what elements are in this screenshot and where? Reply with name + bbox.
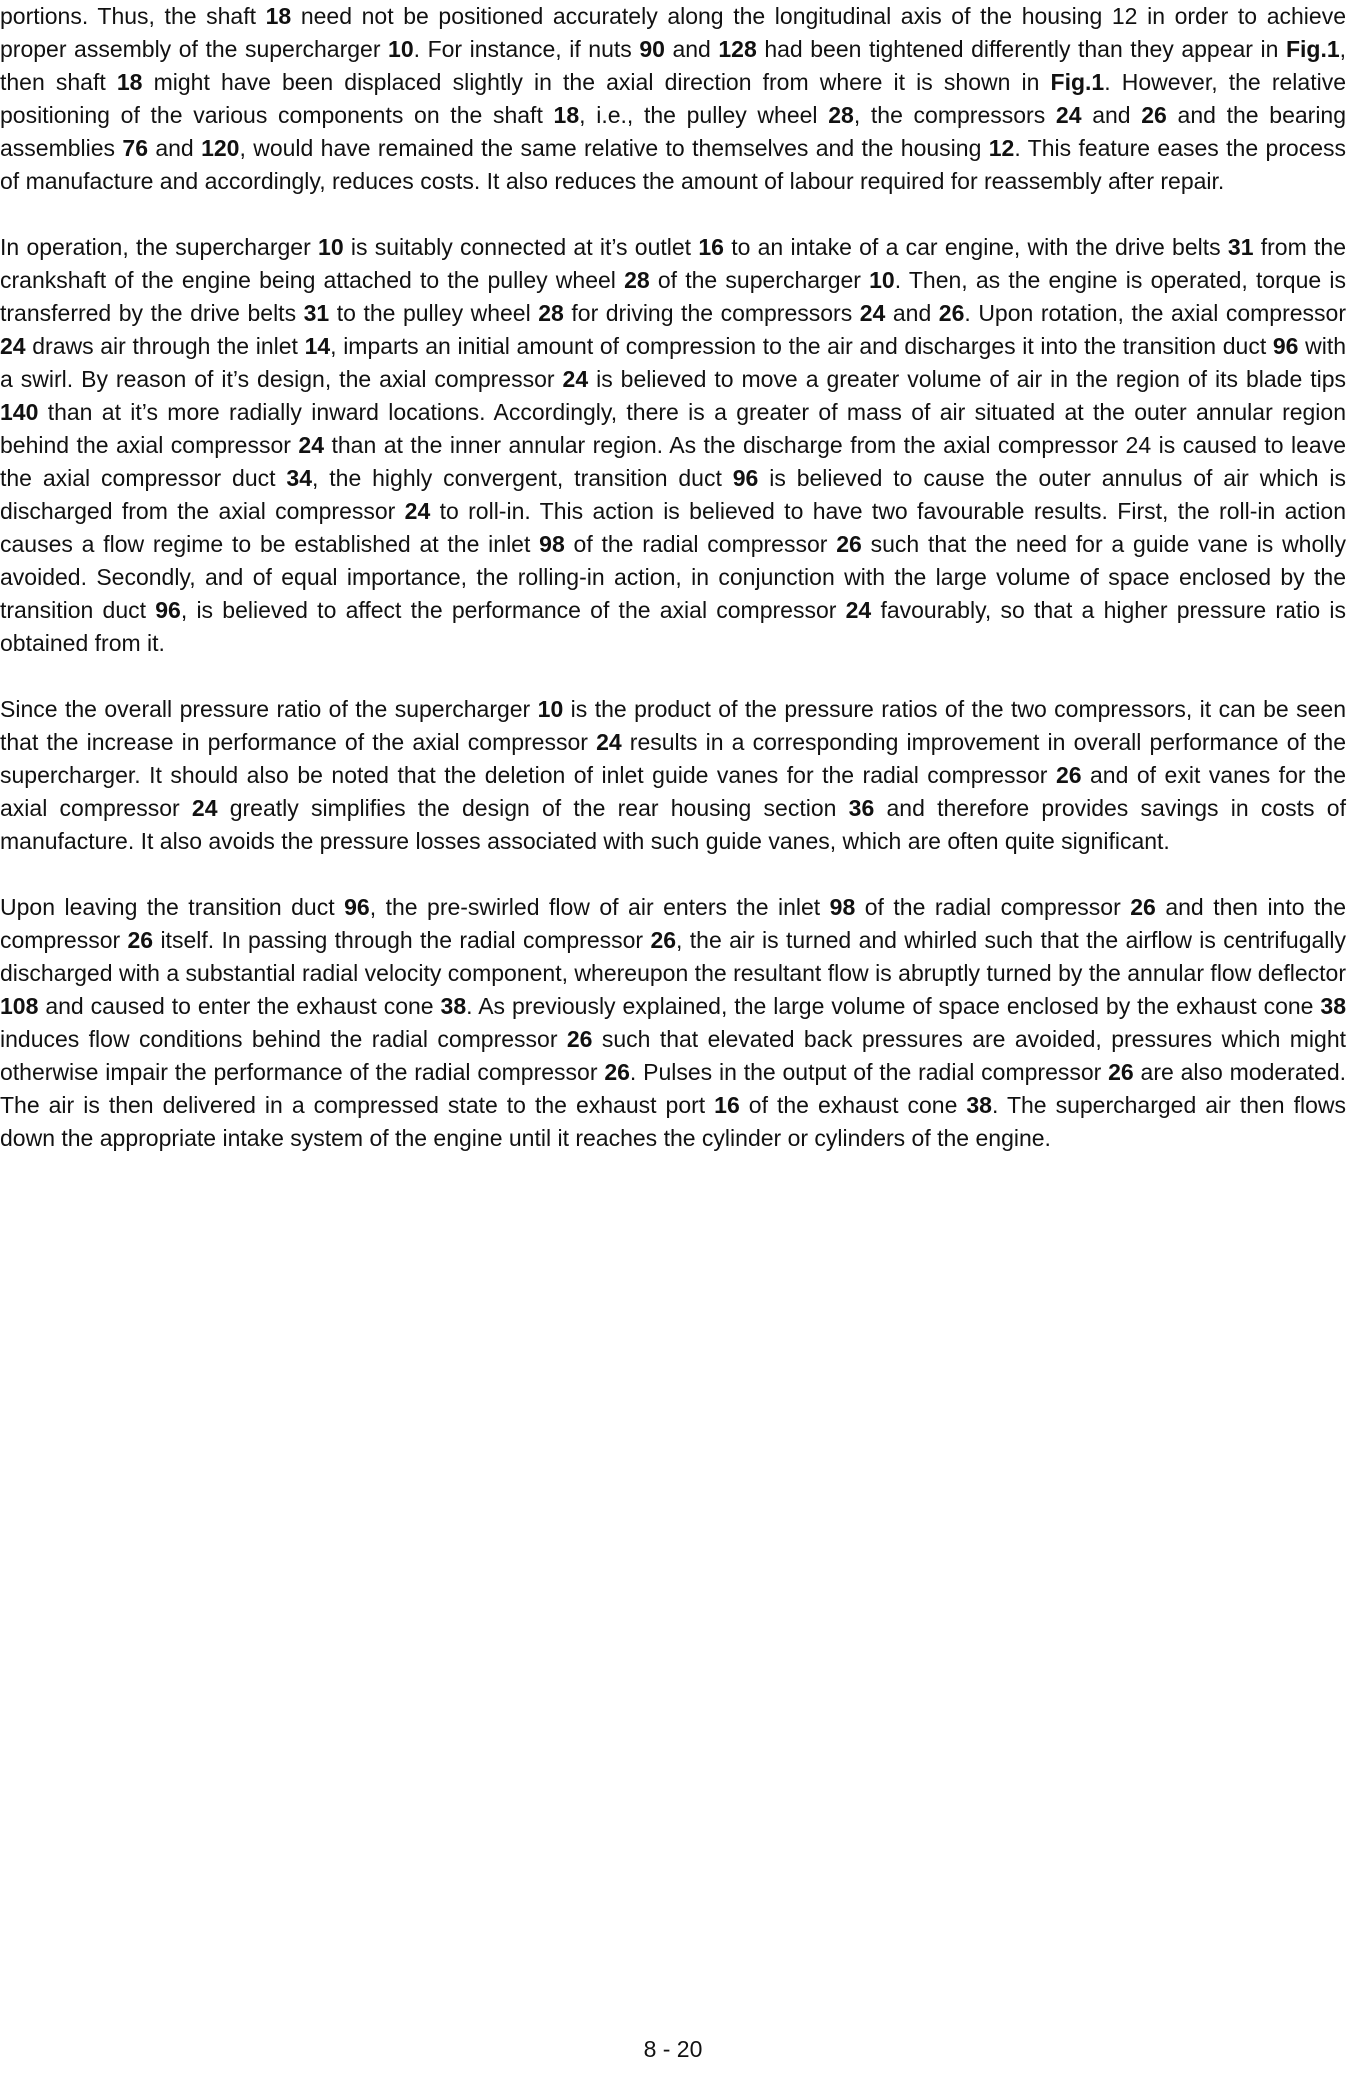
reference-numeral: 96 [344, 894, 370, 920]
reference-numeral: Fig.1 [1285, 36, 1340, 62]
text-run: is believed to move a greater volume of air in the region of its blade tips [588, 366, 1346, 392]
text-run: and [885, 300, 939, 326]
text-run: is suitably connected at it’s outlet [343, 234, 699, 260]
text-run: , would have remained the same relative to themselves and the housing [239, 135, 989, 161]
text-run: than at the inner annular region. As the discharge from the axial compressor 24 is caused to leave the axial compressor duct [0, 432, 1346, 491]
reference-numeral: 98 [539, 531, 565, 557]
text-run: itself. In passing through the radial compressor [153, 927, 651, 953]
text-run: , is believed to affect the performance of the axial compressor [180, 597, 846, 623]
reference-numeral: 24 [859, 300, 886, 326]
text-run: and therefore provides savings in costs of manufacture. It also avoids the pressure losses associated with such guide vanes, which are often quite significant. [0, 795, 1346, 854]
text-run: of the radial compressor [855, 894, 1131, 920]
reference-numeral: 28 [538, 300, 564, 326]
reference-numeral: 24 [404, 498, 431, 524]
reference-numeral: 96 [732, 465, 759, 491]
text-run: . Pulses in the output of the radial compressor [629, 1059, 1109, 1085]
text-run: , i.e., the pulley wheel [579, 102, 829, 128]
reference-numeral: 16 [698, 234, 724, 260]
text-run: such that the need for a guide vane is wholly avoided. Secondly, and of equal importance, the rolling-in action, in conjunction with the large volume of space enclosed by the transition duct [0, 531, 1346, 623]
reference-numeral: 36 [848, 795, 875, 821]
reference-numeral: 14 [304, 333, 331, 359]
reference-numeral: 38 [966, 1092, 992, 1118]
text-run: . For instance, if nuts [413, 36, 640, 62]
reference-numeral: 16 [714, 1092, 740, 1118]
reference-numeral: 12 [988, 135, 1015, 161]
text-run: , the compressors [853, 102, 1056, 128]
reference-numeral: 24 [845, 597, 872, 623]
text-run: , the highly convergent, transition duct [312, 465, 733, 491]
reference-numeral: 24 [1055, 102, 1082, 128]
reference-numeral: 96 [155, 597, 181, 623]
text-run: and of exit vanes for the axial compressor [0, 762, 1346, 821]
paragraph [0, 693, 1346, 858]
text-run: . This feature eases the process of manufacture and accordingly, reduces costs. It also reduces the amount of labour required for reassembly after repair. [0, 135, 1347, 194]
reference-numeral: 26 [836, 531, 862, 557]
reference-numeral: 10 [388, 36, 414, 62]
reference-numeral: 28 [828, 102, 854, 128]
text-run: to the pulley wheel [329, 300, 539, 326]
reference-numeral: 10 [869, 267, 895, 293]
text-run: and caused to enter the exhaust cone [38, 993, 441, 1019]
reference-numeral: 18 [553, 102, 580, 128]
text-run: from the crankshaft of the engine being attached to the pulley wheel [0, 234, 1346, 293]
paragraph [0, 0, 1346, 198]
text-run: had been tightened differently than they appear in [756, 36, 1286, 62]
text-run: . As previously explained, the large volume of space enclosed by the exhaust cone [466, 993, 1321, 1019]
reference-numeral: 31 [1227, 234, 1254, 260]
text-run: . Upon rotation, the axial compressor [964, 300, 1346, 326]
reference-numeral: 140 [0, 399, 39, 425]
text-run: need not be positioned accurately along the longitudinal axis of the housing 12 in order to achieve proper assembly of the supercharger [0, 3, 1346, 62]
reference-numeral: 76 [122, 135, 148, 161]
reference-numeral: 24 [596, 729, 622, 755]
text-run: for driving the compressors [563, 300, 860, 326]
reference-numeral: 108 [0, 993, 39, 1019]
text-run: such that elevated back pressures are avoided, pressures which might otherwise impair the performance of the radial compressor [0, 1026, 1346, 1085]
reference-numeral: 90 [639, 36, 665, 62]
text-run: of the radial compressor [564, 531, 837, 557]
reference-numeral: 26 [1141, 102, 1167, 128]
text-run: induces flow conditions behind the radial compressor [0, 1026, 567, 1052]
text-run: portions. Thus, the shaft [0, 3, 266, 29]
text-run: . The supercharged air then flows down the appropriate intake system of the engine until it reaches the cylinder or cylinders of the engine. [0, 1092, 1346, 1151]
text-run: , then shaft [0, 36, 1347, 95]
text-run: to an intake of a car engine, with the drive belts [723, 234, 1228, 260]
text-run: with a swirl. By reason of it’s design, the axial compressor [0, 333, 1346, 392]
text-run: , the air is turned and whirled such that the airflow is centrifugally discharged with a substantial radial velocity component, whereupon the resultant flow is abruptly turned by the annular flow deflector [0, 927, 1346, 986]
reference-numeral: 31 [303, 300, 330, 326]
reference-numeral: 26 [1055, 762, 1082, 788]
text-run: . Then, as the engine is operated, torque is transferred by the drive belts [0, 267, 1346, 326]
reference-numeral: 26 [127, 927, 154, 953]
reference-numeral: 26 [1108, 1059, 1134, 1085]
reference-numeral: Fig.1 [1050, 69, 1105, 95]
text-run: are also moderated. The air is then delivered in a compressed state to the exhaust port [0, 1059, 1346, 1118]
reference-numeral: 98 [829, 894, 856, 920]
text-run: and then into the compressor [0, 894, 1346, 953]
reference-numeral: 10 [318, 234, 344, 260]
text-run: . However, the relative positioning of the various components on the shaft [0, 69, 1346, 128]
reference-numeral: 96 [1272, 333, 1299, 359]
reference-numeral: 18 [265, 3, 292, 29]
reference-numeral: 28 [624, 267, 650, 293]
reference-numeral: 120 [201, 135, 240, 161]
text-run: In operation, the supercharger [0, 234, 319, 260]
text-run: results in a corresponding improvement in overall performance of the supercharger. It should also be noted that the deletion of inlet guide vanes for the radial compressor [0, 729, 1346, 788]
reference-numeral: 26 [604, 1059, 630, 1085]
reference-numeral: 24 [562, 366, 589, 392]
reference-numeral: 24 [0, 333, 26, 359]
text-run: and [148, 135, 202, 161]
text-run: draws air through the inlet [25, 333, 305, 359]
reference-numeral: 38 [440, 993, 467, 1019]
paragraph [0, 891, 1346, 1155]
reference-numeral: 128 [718, 36, 757, 62]
text-run: greatly simplifies the design of the rear housing section [217, 795, 849, 821]
reference-numeral: 24 [191, 795, 218, 821]
reference-numeral: 10 [537, 696, 564, 722]
text-run: of the exhaust cone [739, 1092, 967, 1118]
reference-numeral: 34 [286, 465, 313, 491]
reference-numeral: 26 [566, 1026, 593, 1052]
text-run: and the bearing assemblies [0, 102, 1347, 161]
reference-numeral: 18 [116, 69, 143, 95]
text-run: than at it’s more radially inward locations. Accordingly, there is a greater of mass of air situated at the outer annular region behind the axial compressor [0, 399, 1346, 458]
reference-numeral: 38 [1320, 993, 1346, 1019]
text-run: and [664, 36, 719, 62]
text-run: of the supercharger [649, 267, 870, 293]
text-run: Upon leaving the transition duct [0, 894, 345, 920]
reference-numeral: 26 [650, 927, 677, 953]
text-run: , imparts an initial amount of compression to the air and discharges it into the transition duct [330, 333, 1273, 359]
paragraph [0, 231, 1346, 660]
text-run: is believed to cause the outer annulus of air which is discharged from the axial compressor [0, 465, 1346, 524]
text-run: favourably, so that a higher pressure ratio is obtained from it. [0, 597, 1346, 656]
text-run: and [1081, 102, 1142, 128]
text-run: to roll-in. This action is believed to have two favourable results. First, the roll-in action causes a flow regime to be established at the inlet [0, 498, 1347, 557]
text-run: is the product of the pressure ratios of the two compressors, it can be seen that the increase in performance of the axial compressor [0, 696, 1346, 755]
text-run: , the pre-swirled flow of air enters the inlet [369, 894, 830, 920]
text-run: might have been displaced slightly in the axial direction from where it is shown in [142, 69, 1051, 95]
text-run: Since the overall pressure ratio of the supercharger [0, 696, 538, 722]
page-number: 8 - 20 [643, 2036, 703, 2062]
reference-numeral: 26 [1130, 894, 1156, 920]
reference-numeral: 24 [298, 432, 325, 458]
reference-numeral: 26 [938, 300, 965, 326]
